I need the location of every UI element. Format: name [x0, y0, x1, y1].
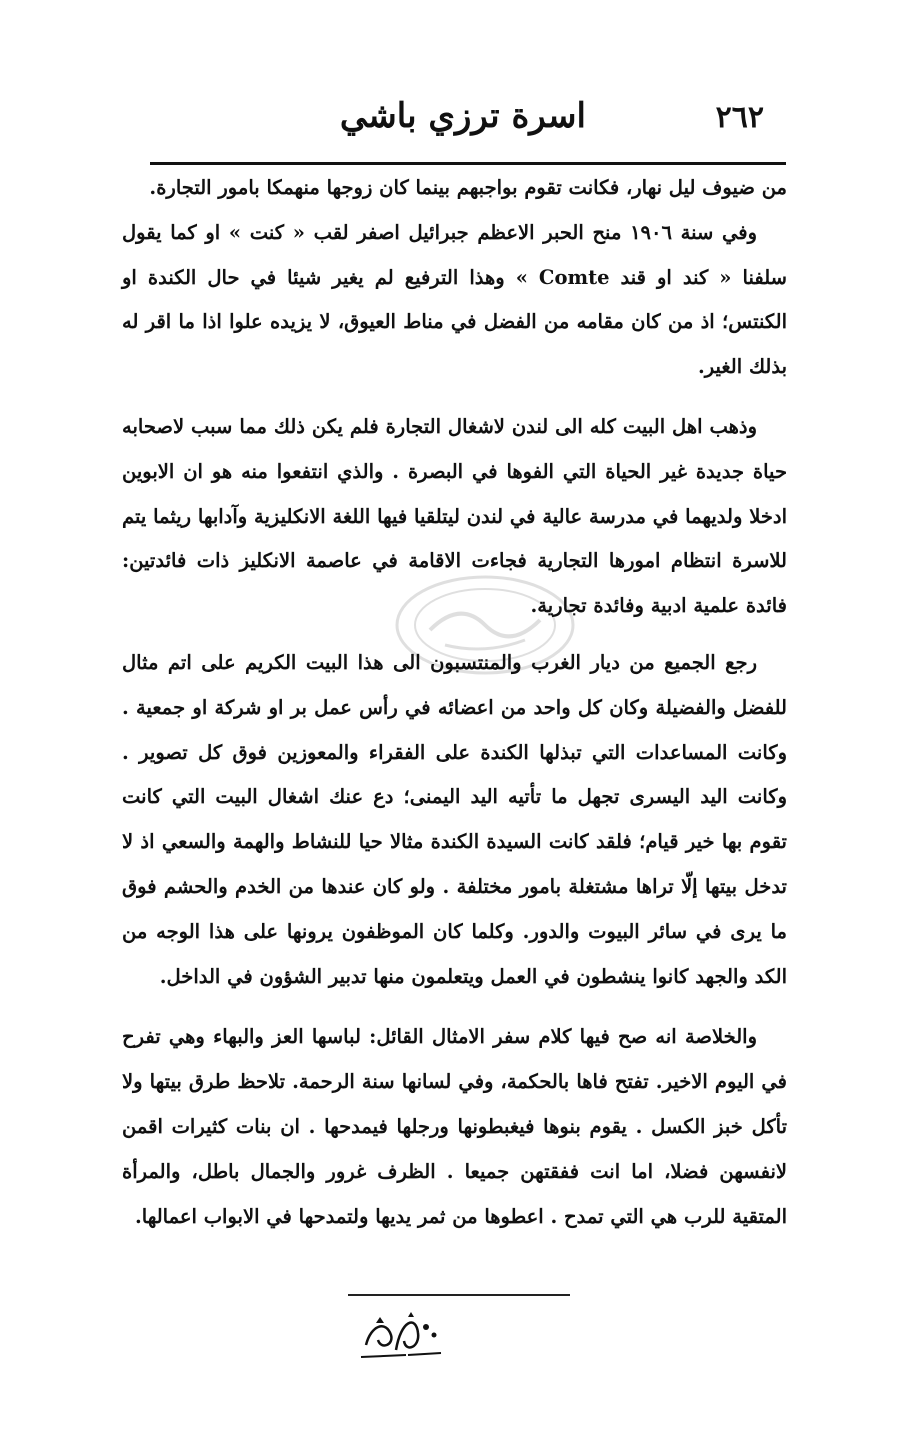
- paragraph-3: وذهب اهل البيت كله الى لندن لاشغال التجارة فلم يكن ذلك مما سبب لاصحابه حياة جديدة غير الحياة التي الفوها في البصرة . والذي انتفعوا منه هو ان الابوين ادخلا ولديهما في مدرسة عالية في لندن ليتلقيا فيها اللغة الانكليزية وآدابها ريثما يتم للاسرة انتظام امورها التجارية فجاءت الاقامة في عاصمة الانكليز ذات فائدتين: فائدة علمية ادبية وفائدة تجارية.: [122, 414, 787, 618]
- ornament-icon: [346, 1305, 456, 1365]
- paragraph-5: والخلاصة انه صح فيها كلام سفر الامثال القائل: لباسها العز والبهاء وهي تفرح في اليوم الاخير. تفتح فاها بالحكمة، وفي لسانها سنة الرحمة. تلاحظ طرق بيتها ولا تأكل خبز الكسل . يقوم بنوها فيغبطونها ورجلها فيمدحها . ان بنات كثيرات اقمن لانفسهن فضلا، اما انت ففقتهن جميعا . الظرف غرور والجمال باطل، والمرأة المتقية للرب هي التي تمدح . اعطوها من ثمر يديها ولتمدحها في الابواب اعمالها.: [122, 1025, 787, 1228]
- paragraph-4: رجع الجميع من ديار الغرب والمنتسبون الى هذا البيت الكريم على اتم مثال للفضل والفضيلة وكان كل واحد من اعضائه في رأس عمل بر او شركة او جمعية . وكانت المساعدات التي تبذلها الكندة على الفقراء والمعوزين فوق كل تصوير . وكانت اليد اليسرى تجهل ما تأتيه اليد اليمنى؛ دع عنك اشغال البيت التي كانت تقوم بها خير قيام؛ فلقد كانت السيدة الكندة مثالا حيا للنشاط والهمة والسعي اذ لا تدخل بيتها إلّا تراها مشتغلة بامور مختلفة . ولو كان عندها من الخدم والحشم فوق ما يرى في سائر البيوت والدور. وكلما كان الموظفون يرونها على هذا الوجه من الكد والجهد كانوا ينشطون في العمل ويتعلمون منها تدبير الشؤون في الداخل.: [122, 650, 787, 988]
- closing-rule: [348, 1294, 570, 1296]
- page-number: ٢٦٢: [715, 100, 764, 135]
- book-title: اسرة ترزي باشي: [339, 96, 586, 136]
- paragraph-2: وفي سنة ١٩٠٦ منح الحبر الاعظم جبرائيل اصفر لقب « كنت » او كما يقول سلفنا « كند او قند Comte » وهذا الترفيع لم يغير شيئا في حال الكندة او الكنتس؛ اذ من كان مقامه من الفضل في مناط العيوق، لا يزيده علوا اذا ما اقر له بذلك الغير.: [122, 220, 788, 379]
- header-rule: [150, 162, 786, 165]
- body-text: [122, 166, 787, 1239]
- paragraph-1: من ضيوف ليل نهار، فكانت تقوم بواجبهم بينما كان زوجها منهمكا بامور التجارة.: [149, 176, 787, 199]
- running-head: [150, 92, 786, 152]
